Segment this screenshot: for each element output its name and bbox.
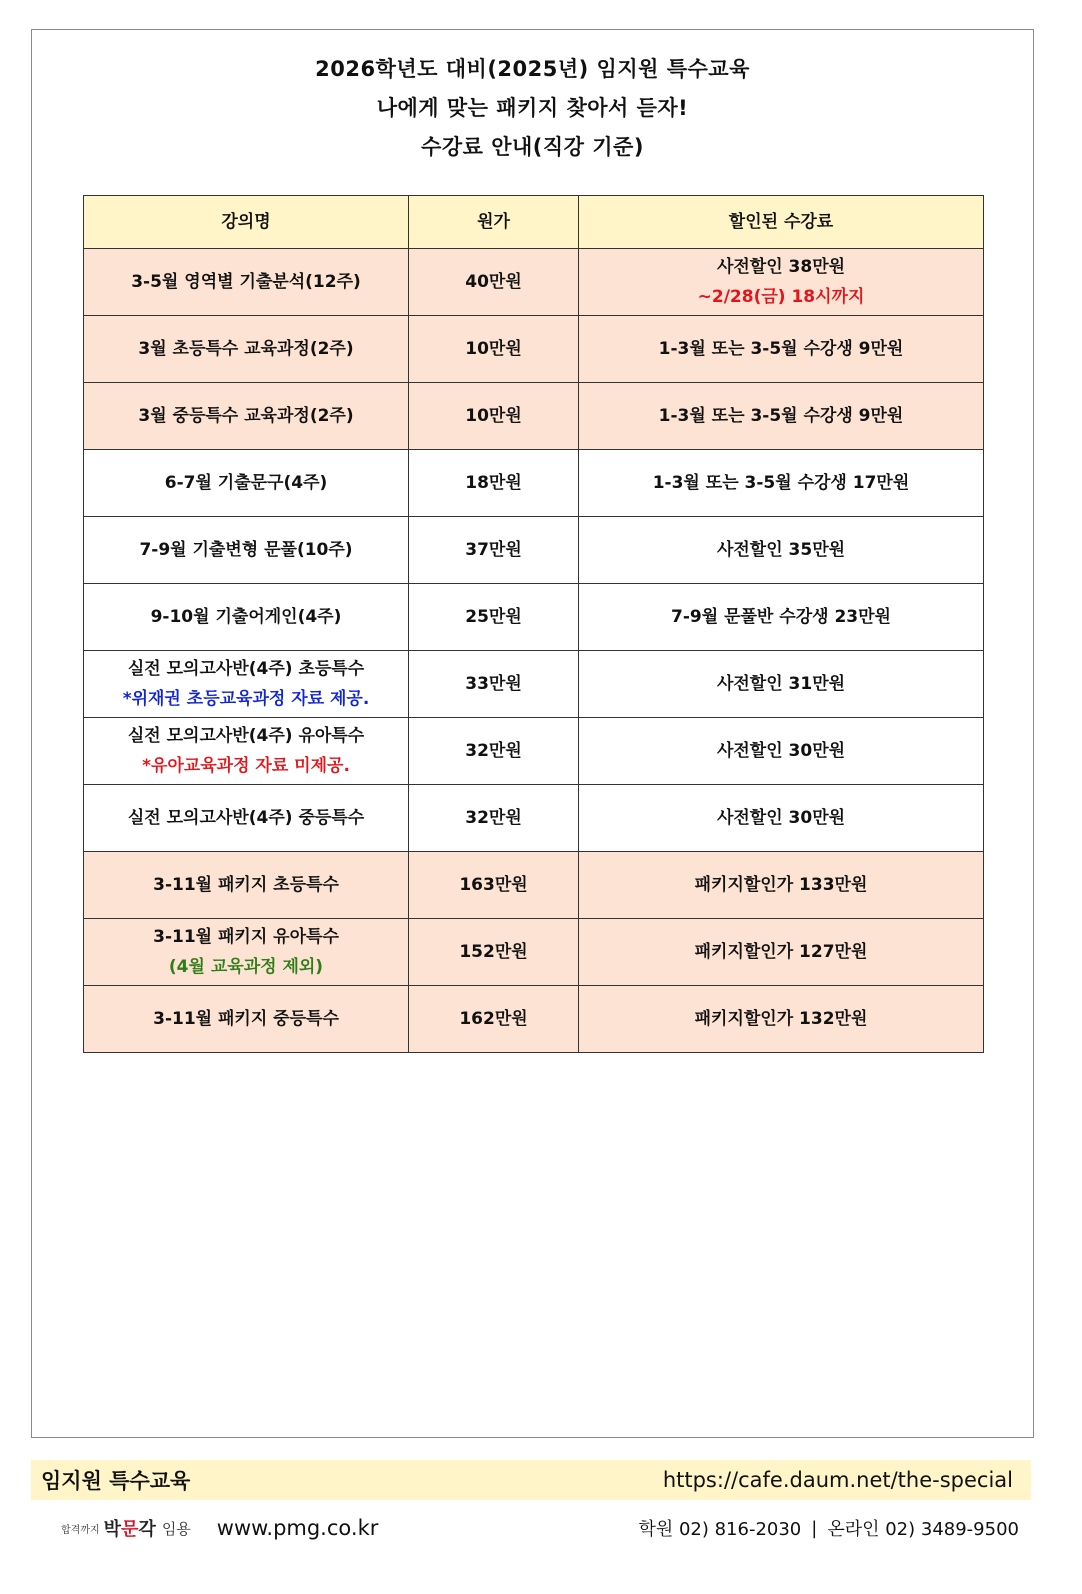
course-name: 9-10월 기출어게인(4주) xyxy=(84,584,409,651)
original-price: 10만원 xyxy=(409,316,579,383)
original-price: 32만원 xyxy=(409,785,579,852)
original-price: 162만원 xyxy=(409,986,579,1053)
footer-bottom xyxy=(31,1508,1031,1548)
title-line-1: 2026학년도 대비(2025년) 임지원 특수교육 xyxy=(315,57,750,81)
table-row xyxy=(84,785,984,852)
logo-tagline: 합격까지 xyxy=(61,1524,100,1536)
logo-wordmark: 박문각 xyxy=(103,1519,156,1540)
course-name-text: 3-11월 패키지 유아특수 xyxy=(153,927,339,947)
pmg-logo xyxy=(61,1515,191,1541)
discounted-fee: 1-3월 또는 3-5월 수강생 9만원 xyxy=(579,383,984,450)
fee-table xyxy=(83,195,984,1053)
discounted-fee: 사전할인 30만원 xyxy=(579,718,984,785)
course-note: *유아교육과정 자료 미제공. xyxy=(142,756,350,776)
site-link[interactable]: www.pmg.co.kr xyxy=(216,1516,379,1540)
table-row xyxy=(84,584,984,651)
table-row xyxy=(84,651,984,718)
original-price: 40만원 xyxy=(409,249,579,316)
title-line-3: 수강료 안내(직강 기준) xyxy=(421,135,644,159)
discounted-fee: 패키지할인가 132만원 xyxy=(579,986,984,1053)
course-name xyxy=(84,919,409,986)
original-price: 25만원 xyxy=(409,584,579,651)
footer-bar xyxy=(31,1460,1031,1500)
original-price: 32만원 xyxy=(409,718,579,785)
footer-cafe-link[interactable]: https://cafe.daum.net/the-special xyxy=(662,1468,1013,1492)
footer-brand: 임지원 특수교육 xyxy=(41,1469,191,1493)
discounted-fee: 패키지할인가 127만원 xyxy=(579,919,984,986)
table-row xyxy=(84,852,984,919)
table-row xyxy=(84,316,984,383)
original-price: 10만원 xyxy=(409,383,579,450)
course-name: 3-11월 패키지 중등특수 xyxy=(84,986,409,1053)
academy-phone: 학원 02) 816-2030 xyxy=(638,1519,802,1540)
course-note: *위재권 초등교육과정 자료 제공. xyxy=(122,689,370,709)
discount-deadline-note: ~2/28(금) 18시까지 xyxy=(697,287,865,307)
discount-text: 사전할인 38만원 xyxy=(716,257,846,277)
discounted-fee: 패키지할인가 133만원 xyxy=(579,852,984,919)
table-row xyxy=(84,517,984,584)
header-course-name: 강의명 xyxy=(84,196,409,249)
course-name xyxy=(84,651,409,718)
table-row xyxy=(84,986,984,1053)
table-row xyxy=(84,718,984,785)
course-name: 7-9월 기출변형 문풀(10주) xyxy=(84,517,409,584)
title-line-2: 나에게 맞는 패키지 찾아서 듣자! xyxy=(376,96,689,120)
table-row xyxy=(84,249,984,316)
discounted-fee: 사전할인 35만원 xyxy=(579,517,984,584)
course-note: (4월 교육과정 제외) xyxy=(168,957,324,977)
contact-separator: | xyxy=(811,1517,818,1539)
course-name-text: 실전 모의고사반(4주) 유아특수 xyxy=(127,726,365,746)
discounted-fee: 사전할인 30만원 xyxy=(579,785,984,852)
header-discounted-fee: 할인된 수강료 xyxy=(579,196,984,249)
table-row xyxy=(84,383,984,450)
discounted-fee: 7-9월 문풀반 수강생 23만원 xyxy=(579,584,984,651)
original-price: 152만원 xyxy=(409,919,579,986)
course-name: 3-5월 영역별 기출분석(12주) xyxy=(84,249,409,316)
contact-info xyxy=(638,1515,1019,1541)
online-phone: 온라인 02) 3489-9500 xyxy=(827,1519,1019,1540)
discounted-fee: 1-3월 또는 3-5월 수강생 17만원 xyxy=(579,450,984,517)
original-price: 18만원 xyxy=(409,450,579,517)
title-block xyxy=(31,50,1034,167)
discounted-fee: 사전할인 31만원 xyxy=(579,651,984,718)
course-name-text: 실전 모의고사반(4주) 초등특수 xyxy=(127,659,365,679)
logo-subtitle: 임용 xyxy=(161,1519,191,1538)
original-price: 33만원 xyxy=(409,651,579,718)
course-name: 6-7월 기출문구(4주) xyxy=(84,450,409,517)
course-name: 3월 초등특수 교육과정(2주) xyxy=(84,316,409,383)
discounted-fee xyxy=(579,249,984,316)
table-header-row xyxy=(84,196,984,249)
course-name: 실전 모의고사반(4주) 중등특수 xyxy=(84,785,409,852)
discounted-fee: 1-3월 또는 3-5월 수강생 9만원 xyxy=(579,316,984,383)
table-row xyxy=(84,450,984,517)
original-price: 163만원 xyxy=(409,852,579,919)
course-name: 3월 중등특수 교육과정(2주) xyxy=(84,383,409,450)
table-row xyxy=(84,919,984,986)
course-name xyxy=(84,718,409,785)
course-name: 3-11월 패키지 초등특수 xyxy=(84,852,409,919)
original-price: 37만원 xyxy=(409,517,579,584)
header-original-price: 원가 xyxy=(409,196,579,249)
